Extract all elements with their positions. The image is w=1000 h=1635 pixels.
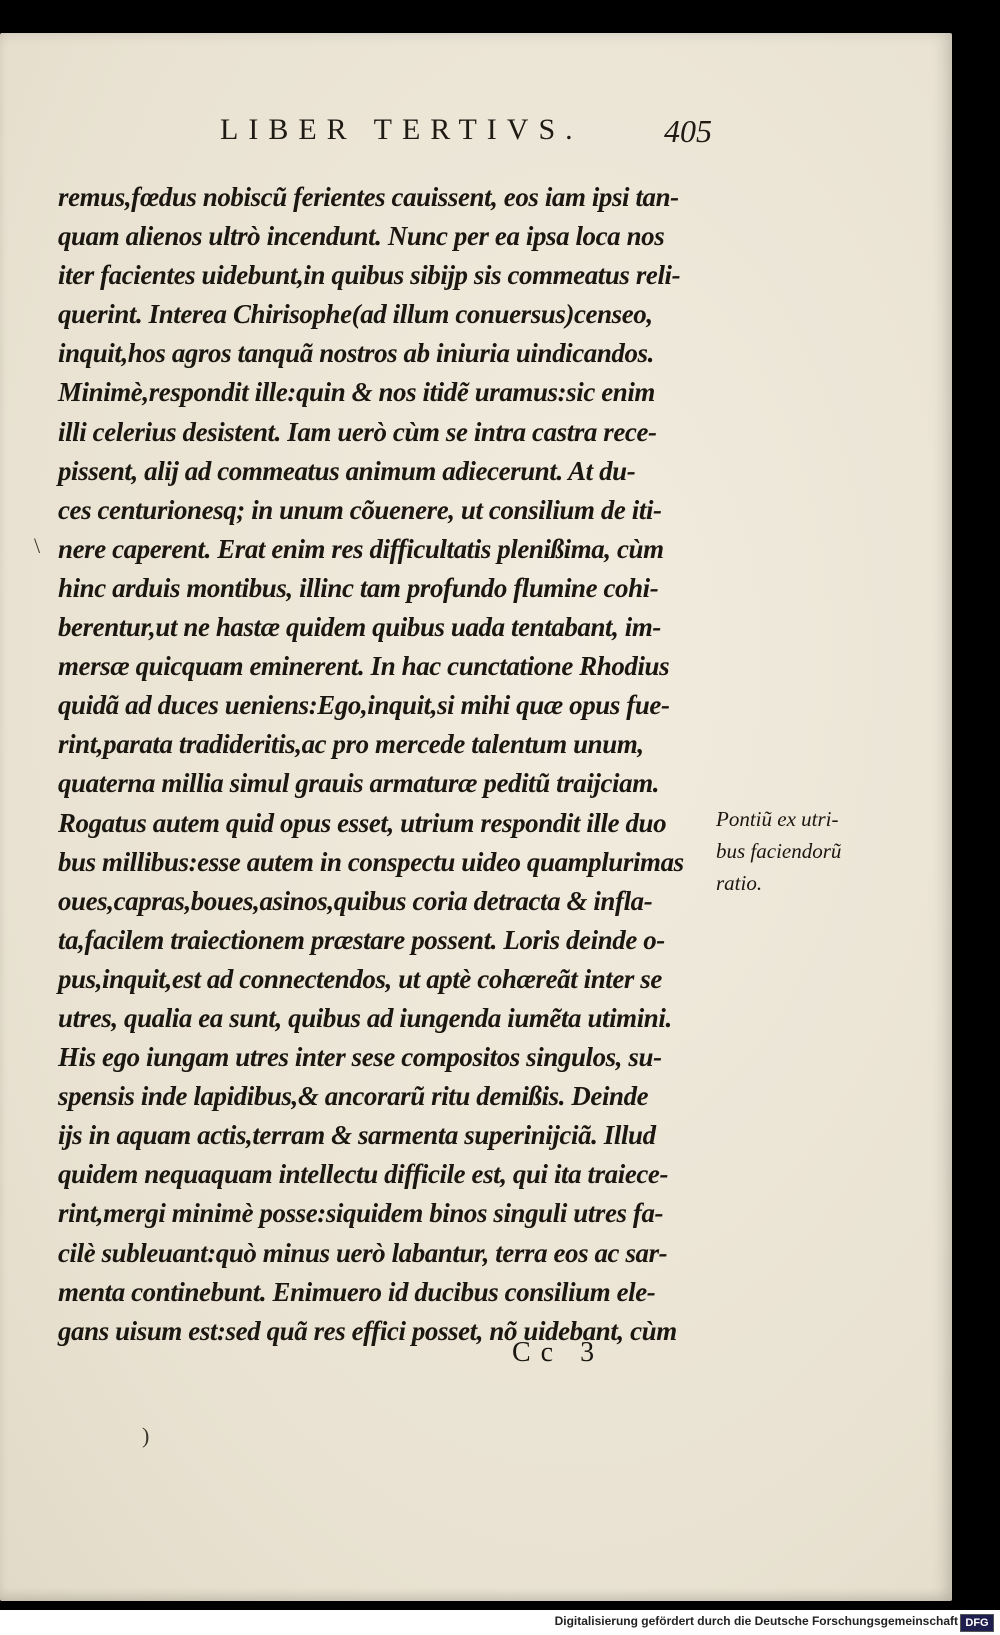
text-line: pus,inquit,est ad connectendos, ut aptè cohæreãt inter se — [58, 963, 662, 994]
text-line: His ego iungam utres inter sese compositos singulos, su- — [58, 1042, 662, 1073]
text-line: inquit,hos agros tanquã nostros ab iniuria uindicandos. — [58, 338, 654, 369]
text-line: ta,facilem traiectionem præstare possent. Loris deinde o- — [58, 924, 665, 955]
marginal-note-line: ratio. — [716, 871, 763, 895]
text-line: berentur,ut ne hastæ quidem quibus uada tentabant, im- — [58, 612, 661, 643]
page-header — [0, 113, 952, 157]
text-line: nere caperent. Erat enim res difficultatis plenißima, cùm — [58, 533, 664, 564]
dfg-logo: DFG — [960, 1614, 994, 1632]
text-line: quidem nequaquam intellectu difficile est, qui ita traiece- — [58, 1159, 669, 1190]
marginal-note — [716, 803, 866, 899]
text-line: spensis inde lapidibus,& ancorarũ ritu demißis. Deinde — [58, 1081, 649, 1112]
text-line: ces centurionesq; in unum cõuenere, ut consilium de iti- — [58, 494, 662, 525]
text-line: quam alienos ultrò incendunt. Nunc per ea ipsa loca nos — [58, 221, 665, 252]
text-line: rint,parata tradideritis,ac pro mercede talentum unum, — [58, 729, 644, 760]
stray-ink-mark: ) — [142, 1423, 150, 1448]
text-line: utres, qualia ea sunt, quibus ad iungenda iumẽta utimini. — [58, 1002, 672, 1033]
text-line: rint,mergi minimè posse:siquidem binos singuli utres fa- — [58, 1198, 664, 1229]
text-line: bus millibus:esse autem in conspectu uideo quamplurimas — [58, 846, 684, 877]
text-line: ijs in aquam actis,terram & sarmenta superinijciã. Illud — [58, 1120, 656, 1151]
funding-credit: Digitalisierung gefördert durch die Deutsche Forschungsgemeinschaft — [554, 1614, 958, 1628]
text-line: cilè subleuant:quò minus uerò labantur, terra eos ac sar- — [58, 1237, 668, 1268]
text-line: Minimè,respondit ille:quin & nos itidẽ uramus:sic enim — [58, 377, 655, 408]
book-page — [0, 33, 952, 1601]
signature-mark: Cc 3 — [512, 1337, 605, 1368]
marginal-note-line: Pontiũ ex utri- — [716, 807, 839, 831]
text-line: querint. Interea Chirisophe(ad illum conuersus)censeo, — [58, 299, 653, 330]
text-line: menta continebunt. Enimuero id ducibus consilium ele- — [58, 1276, 656, 1307]
digitization-footer — [0, 1610, 1000, 1635]
text-line: illi celerius desistent. Iam uerò cùm se intra castra rece- — [58, 416, 657, 447]
page-number: 405 — [664, 113, 712, 149]
text-line: gans uisum est:sed quã res effici posset, nõ uidebant, cùm — [58, 1315, 677, 1346]
main-text-block — [58, 178, 708, 1351]
text-line: remus,fœdus nobiscũ ferientes cauissent, eos iam ipsi tan- — [58, 182, 679, 212]
text-line: mersæ quicquam eminerent. In hac cunctatione Rhodius — [58, 651, 670, 682]
text-line: iter facientes uidebunt,in quibus sibijp sis commeatus reli- — [58, 260, 681, 291]
stray-ink-mark: \ — [34, 533, 41, 558]
text-line: hinc arduis montibus, illinc tam profundo flumine cohi- — [58, 572, 659, 603]
marginal-note-line: bus faciendorũ — [716, 839, 842, 863]
text-line: Rogatus autem quid opus esset, utrium respondit ille duo — [58, 807, 667, 838]
text-line: pissent, alij ad commeatus animum adiecerunt. At du- — [58, 455, 636, 486]
running-title: LIBER TERTIVS. — [220, 113, 583, 146]
text-line: oues,capras,boues,asinos,quibus coria detracta & infla- — [58, 885, 653, 916]
text-line: quidã ad duces ueniens:Ego,inquit,si mihi quæ opus fue- — [58, 690, 670, 721]
text-line: quaterna millia simul grauis armaturæ peditũ traijciam. — [58, 768, 660, 799]
